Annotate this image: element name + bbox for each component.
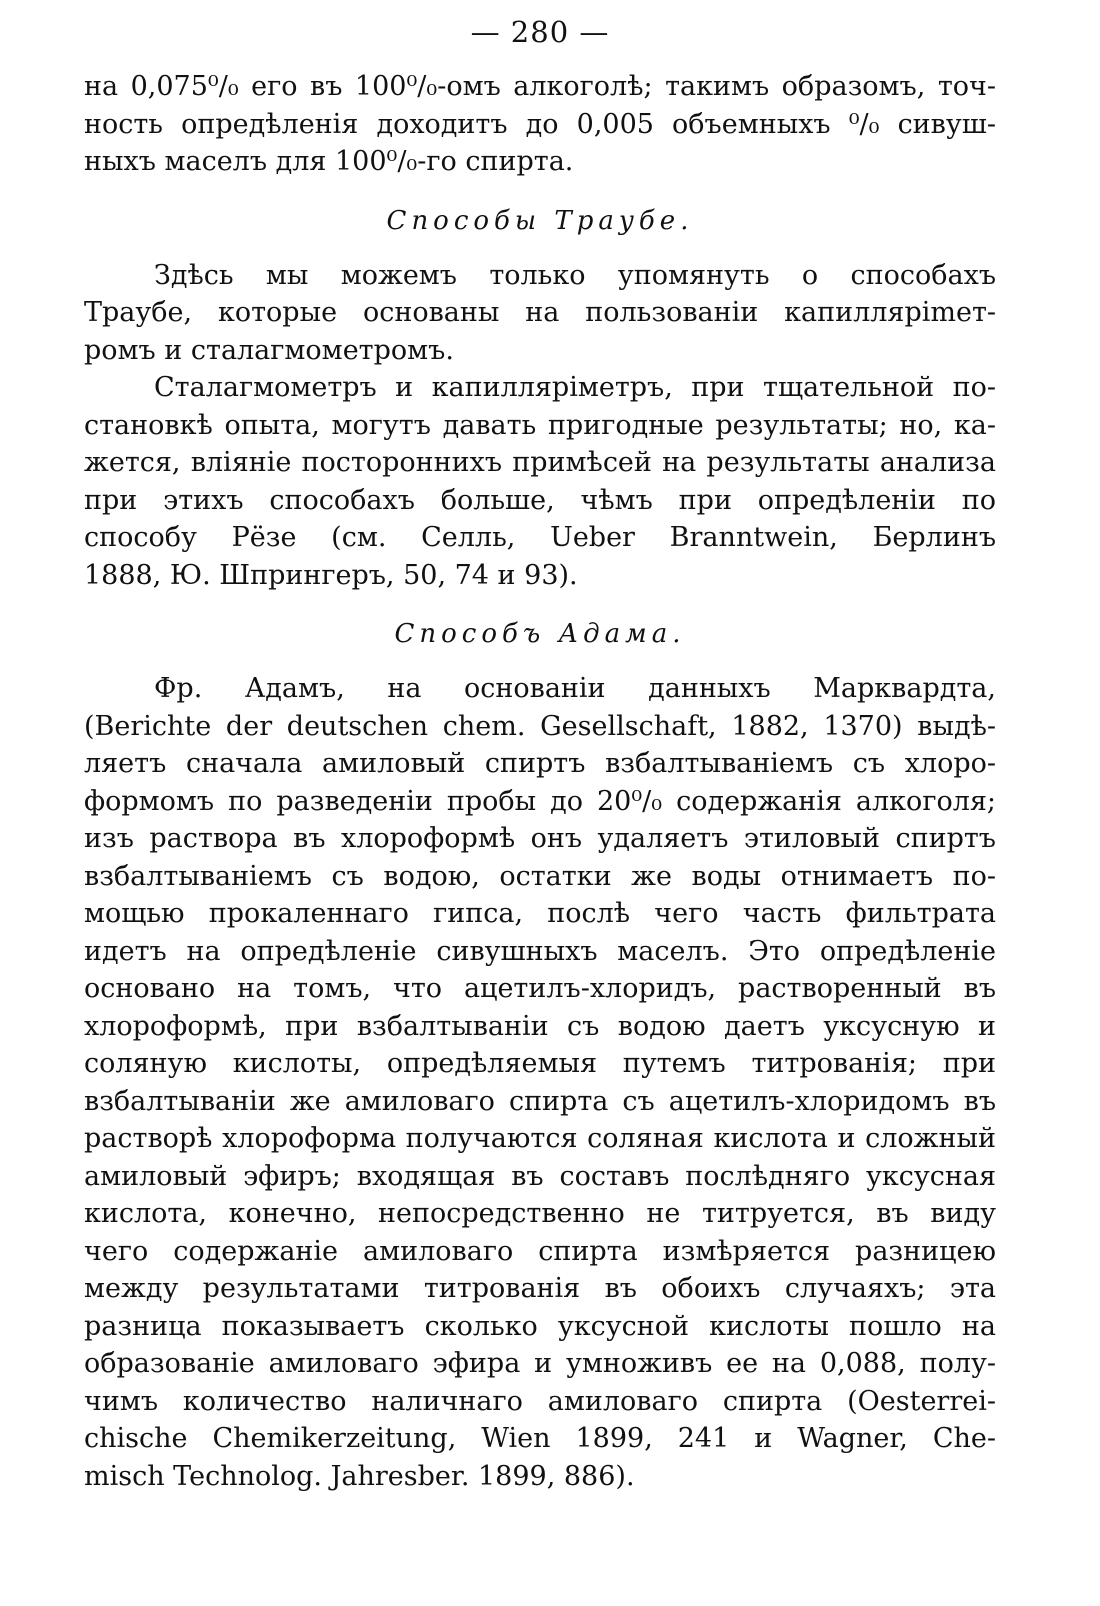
text-line: на 0,075⁰/₀ его въ 100⁰/₀-омъ алкоголѣ; такимъ образомъ, точ- — [84, 71, 996, 102]
text-line: взбалтываніи же амиловаго спирта съ ацетилъ-хлоридомъ въ — [84, 1085, 996, 1117]
text-line: Сталагмометръ и капиллярiметръ, при тщательной по- — [154, 372, 996, 403]
text-line: кислота, конечно, непосредственно не титруется, въ виду — [84, 1198, 996, 1229]
paragraph — [84, 369, 996, 594]
text-line: при этихъ способахъ больше, чѣмъ при опредѣленіи по — [84, 484, 996, 516]
page-body — [84, 68, 996, 1495]
text-line: изъ раствора въ хлороформѣ онъ удаляетъ этиловый спиртъ — [84, 823, 996, 854]
text-line: амиловый эфиръ; входящая въ составъ послѣдняго уксусная — [84, 1160, 996, 1192]
text-line: 1888, Ю. Шпрингеръ, 50, 74 и 93). — [84, 559, 578, 591]
text-line: чимъ количество наличнаго амиловаго спирта (Oesterrei- — [84, 1385, 996, 1417]
text-line: разница показываетъ сколько уксусной кислоты пошло на — [84, 1310, 996, 1342]
text-line: растворѣ хлороформа получаются соляная кислота и сложный — [84, 1123, 996, 1154]
section-heading: Способъ Адама. — [394, 619, 686, 649]
paragraph — [84, 670, 996, 1495]
text-line: Траубе, которые основаны на пользованіи капиллярimет- — [84, 297, 996, 328]
page-number: — 280 — — [470, 15, 610, 49]
text-line: chische Chemikerzeitung, Wien 1899, 241 и Wagner, Che- — [84, 1423, 996, 1454]
text-line: Фр. Адамъ, на основаніи данныхъ Марквардта, — [154, 673, 996, 704]
text-line: взбалтываніемъ съ водою, остатки же воды отнимаетъ по- — [84, 860, 996, 892]
text-line: идетъ на опредѣленіе сивушныхъ маселъ. Это опредѣленіе — [84, 935, 996, 967]
text-line: ромъ и сталагмометромъ. — [84, 334, 454, 366]
text-line: формомъ по разведеніи пробы до 20⁰/₀ содержанія алкоголя; — [84, 785, 996, 817]
text-line: способу Рёзе (см. Селль, Ueber Branntwein, Берлинъ — [84, 522, 996, 553]
text-line: ляетъ сначала амиловый спиртъ взбалтываніемъ съ хлоро- — [84, 748, 996, 779]
text-line: жется, вліяніе постороннихъ примѣсей на результаты анализа — [84, 447, 996, 478]
text-line: мощью прокаленнаго гипса, послѣ чего часть фильтрата — [84, 898, 996, 929]
document-page — [84, 10, 996, 1596]
text-line: (Berichte der deutschen chem. Gesellschaft, 1882, 1370) выдѣ- — [84, 710, 996, 742]
text-line: между результатами титрованія въ обоихъ случаяхъ; эта — [84, 1273, 996, 1304]
paragraph — [84, 68, 996, 181]
text-line: образованіе амиловаго эфира и умноживъ ее на 0,088, полу- — [84, 1348, 996, 1379]
text-line: ность опредѣленія доходитъ до 0,005 объемныхъ ⁰/₀ сивуш- — [84, 108, 996, 140]
text-line: хлороформѣ, при взбалтываніи съ водою даетъ уксусную и — [84, 1010, 996, 1042]
text-line: становкѣ опыта, могутъ давать пригодные результаты; но, ка- — [84, 409, 996, 441]
text-line: соляную кислоты, опредѣляемыя путемъ титрованія; при — [84, 1048, 996, 1079]
text-line: Здѣсь мы можемъ только упомянуть о способахъ — [154, 259, 996, 291]
paragraph — [84, 257, 996, 370]
text-line: ныхъ маселъ для 100⁰/₀-го спирта. — [84, 146, 574, 177]
text-line: основано на томъ, что ацетилъ-хлоридъ, растворенный въ — [84, 973, 996, 1004]
section-heading: Способы Траубе. — [386, 205, 694, 236]
text-line: misch Technolog. Jahresber. 1899, 886). — [84, 1460, 635, 1492]
text-line: чего содержаніе амиловаго спирта измѣряется разницею — [84, 1235, 996, 1267]
